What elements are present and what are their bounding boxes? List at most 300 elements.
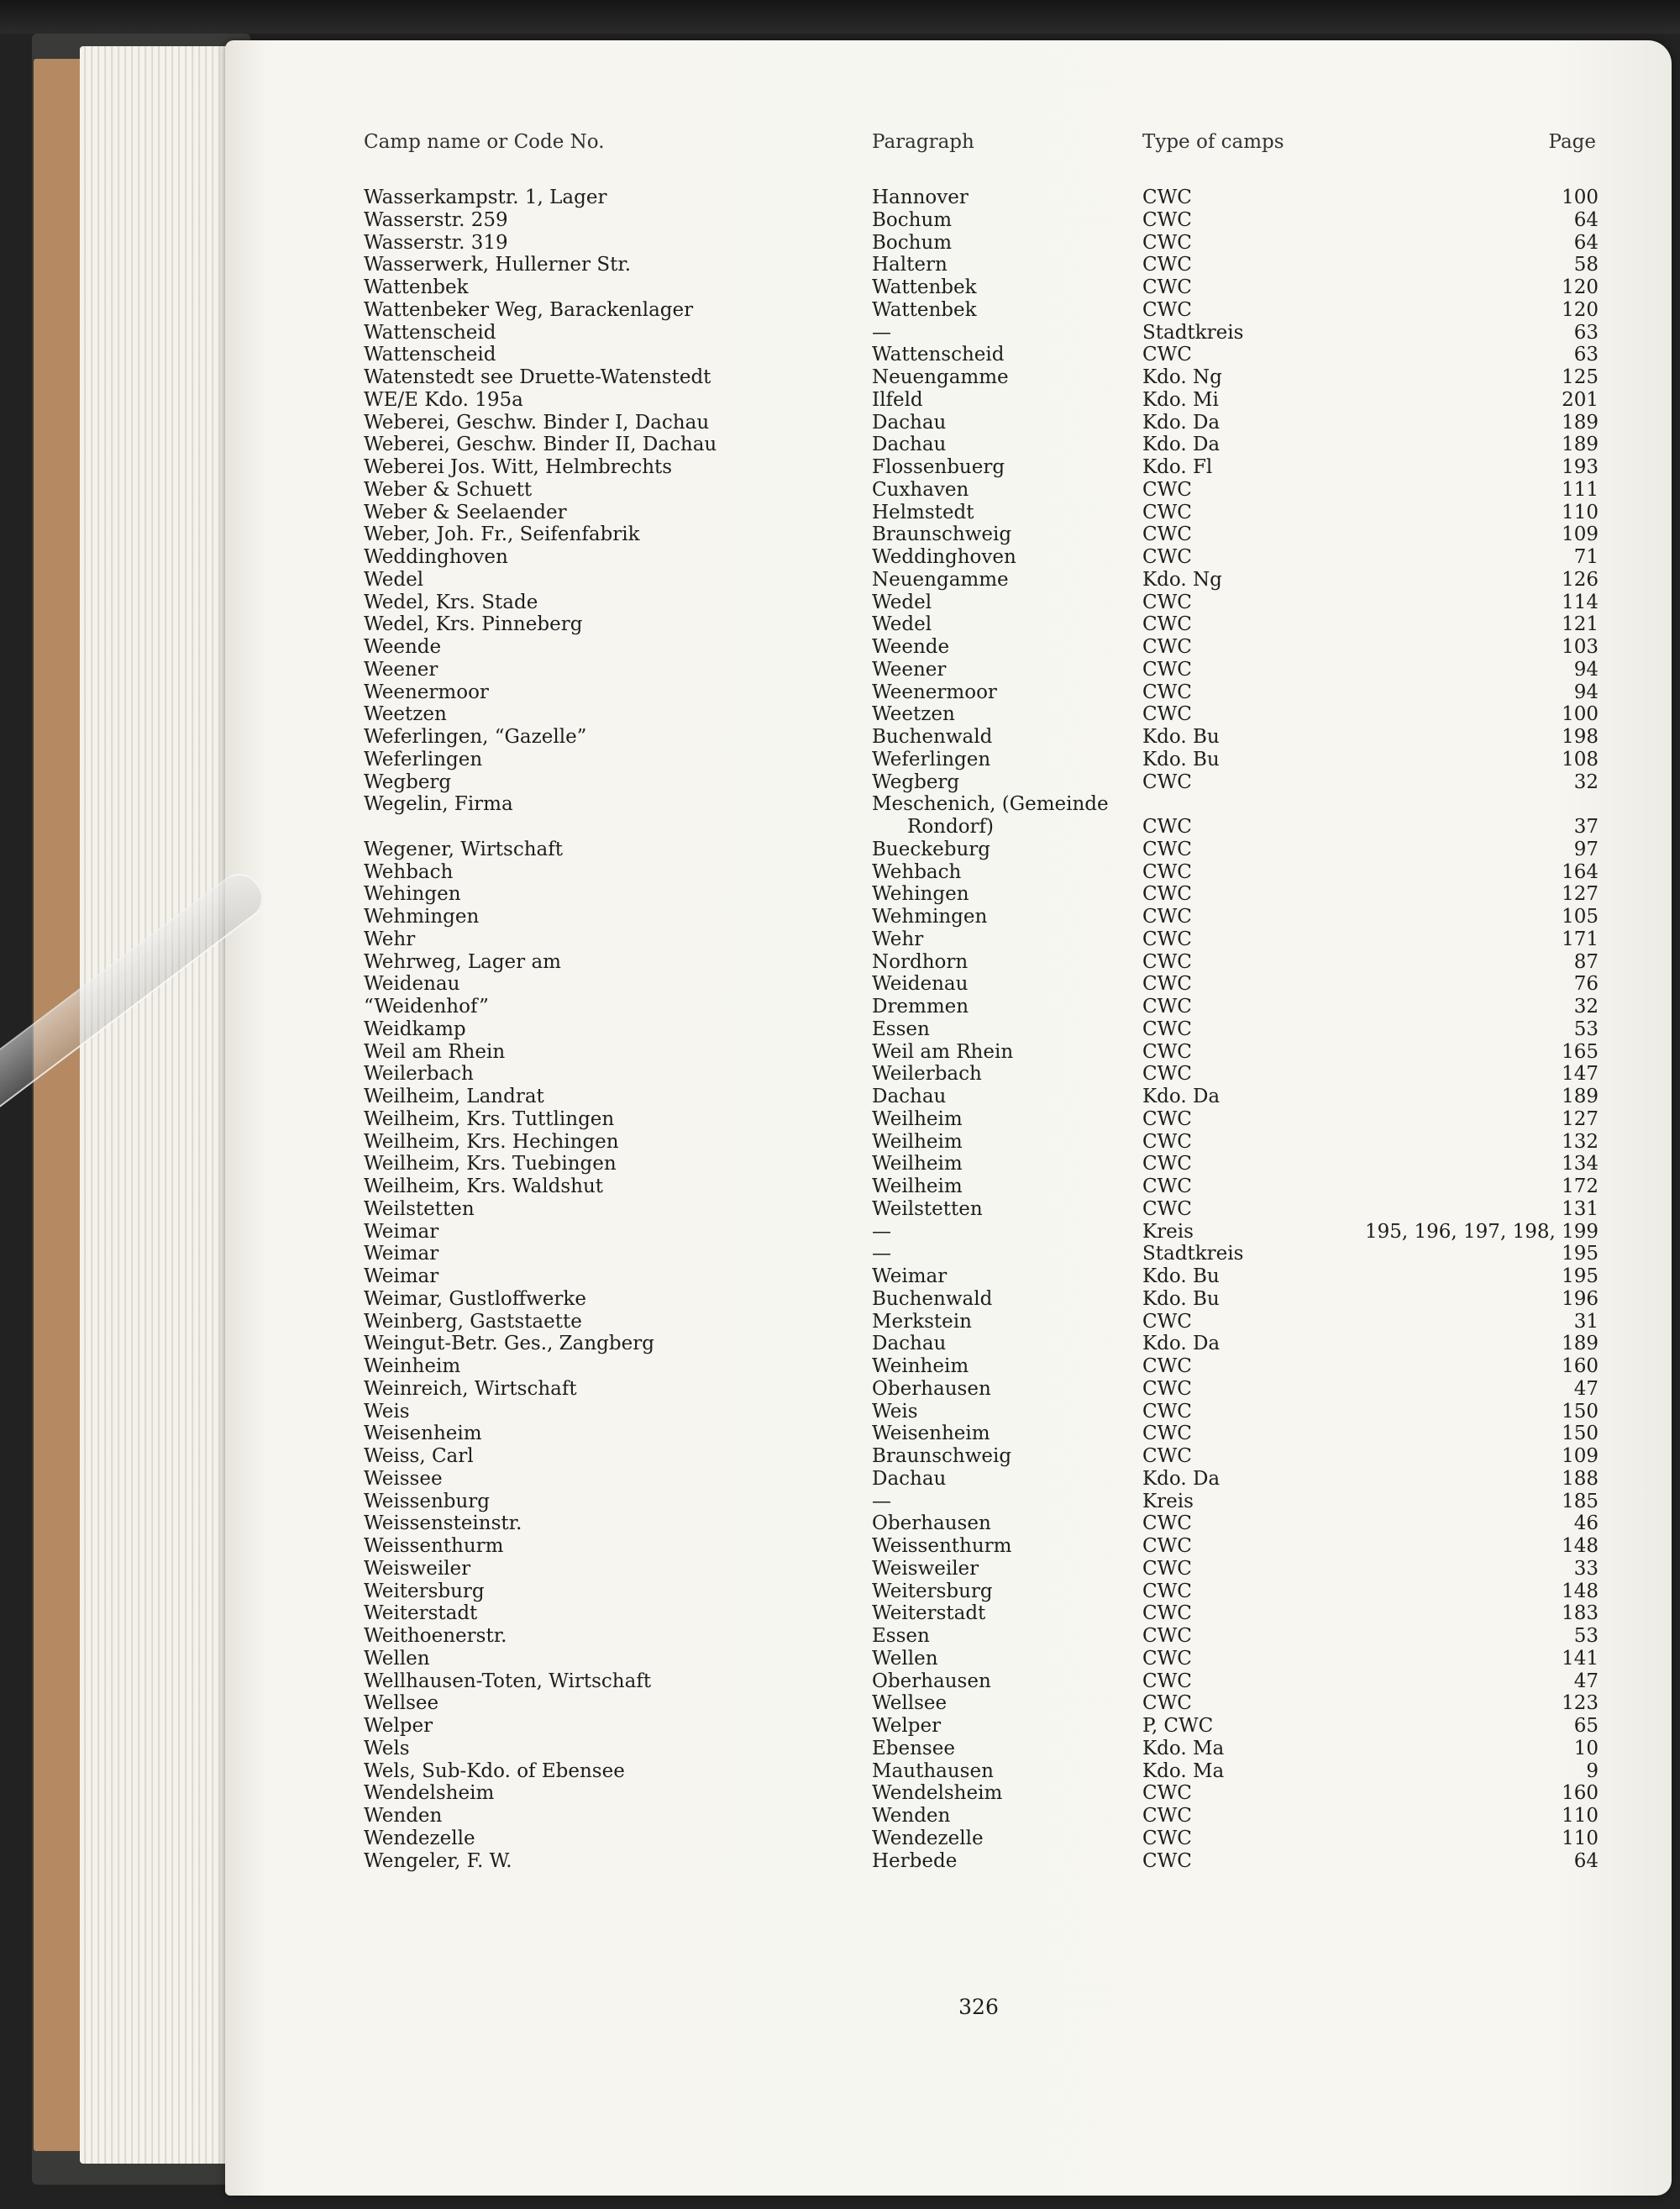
paragraph-text: Merkstein [872, 1310, 972, 1333]
table-row [364, 1198, 1599, 1221]
page-cell: 160 [1562, 1782, 1599, 1805]
paragraph-cell [872, 906, 987, 928]
paragraph-text: Weinheim [872, 1355, 969, 1377]
camp-type-cell: CWC [1142, 906, 1192, 928]
paragraph-text: Weddinghoven [872, 546, 1016, 568]
camp-type-cell: P, CWC [1142, 1715, 1214, 1737]
page-cell: 64 [1573, 1849, 1599, 1872]
page-cell: 58 [1573, 254, 1599, 276]
camp-type-cell: Kdo. Da [1142, 1086, 1221, 1107]
paragraph-cell [872, 1602, 985, 1625]
index-table [364, 187, 1599, 1872]
page-cell: 195 [1562, 1265, 1599, 1287]
paragraph-text: Wehr [872, 928, 924, 950]
page-cell: 110 [1562, 501, 1599, 523]
camp-name-cell: Weinheim [364, 1355, 461, 1377]
paragraph-cell [872, 1221, 891, 1244]
table-row [364, 344, 1599, 366]
table-row [364, 1491, 1599, 1513]
paragraph-text: Wehingen [872, 883, 969, 906]
camp-name-cell: Weberei, Geschw. Binder II, Dachau [364, 434, 717, 456]
paragraph-text: Weisenheim [872, 1423, 990, 1445]
camp-type-cell: CWC [1142, 231, 1192, 254]
page-cell: 87 [1573, 950, 1599, 973]
table-row [364, 299, 1599, 322]
table-row [364, 1558, 1599, 1580]
page-cell: 94 [1573, 658, 1599, 681]
page-cell: 114 [1562, 591, 1599, 613]
page-cell: 125 [1562, 366, 1599, 388]
page-cell: 148 [1562, 1535, 1599, 1557]
table-row [364, 1512, 1599, 1535]
paragraph-text: Oberhausen [872, 1670, 991, 1692]
paragraph-text-continued: Rondorf) [907, 816, 995, 838]
camp-name-cell: Weithoenerstr. [364, 1625, 507, 1647]
table-row [364, 1805, 1599, 1828]
camp-type-cell: CWC [1142, 1557, 1192, 1580]
table-row [364, 276, 1599, 299]
paragraph-cell [872, 1041, 1013, 1064]
camp-name-cell: Weenermoor [364, 681, 489, 703]
camp-name-cell: Wegener, Wirtschaft [364, 838, 564, 860]
camp-type-cell: Kdo. Da [1142, 1333, 1221, 1355]
header-type: Type of camps [1142, 131, 1284, 153]
paragraph-cell [872, 479, 969, 502]
camp-type-cell: CWC [1142, 208, 1192, 231]
table-row [364, 592, 1599, 614]
page-cell: 147 [1562, 1063, 1599, 1086]
camp-name-cell: Wels, Sub-Kdo. of Ebensee [364, 1759, 625, 1782]
camp-type-cell: CWC [1142, 1827, 1192, 1849]
page-cell: 110 [1562, 1827, 1599, 1849]
page-cell: 63 [1573, 344, 1599, 366]
camp-name-cell: Wasserkampstr. 1, Lager [364, 187, 607, 208]
paragraph-text: Cuxhaven [872, 478, 969, 501]
paragraph-cell [872, 1445, 1011, 1468]
camp-type-cell: Kdo. Ma [1142, 1737, 1225, 1759]
paragraph-text: Dachau [872, 1333, 947, 1355]
paragraph-cell [872, 839, 990, 861]
camp-type-cell: Kdo. Bu [1142, 748, 1220, 771]
camp-type-cell: CWC [1142, 1445, 1192, 1467]
camp-type-cell: CWC [1142, 973, 1192, 996]
camp-name-cell: Weilstetten [364, 1197, 475, 1220]
camp-name-cell: Weilheim, Krs. Tuebingen [364, 1153, 617, 1176]
page-cell: 195, 196, 197, 198, 199 [1365, 1220, 1599, 1243]
camp-name-cell: Wasserwerk, Hullerner Str. [364, 254, 632, 276]
camp-type-cell: Kdo. Fl [1142, 456, 1213, 478]
camp-type-cell: CWC [1142, 546, 1192, 568]
paragraph-cell [872, 322, 891, 344]
paragraph-text: Dremmen [872, 996, 969, 1018]
paragraph-text: Dachau [872, 1086, 947, 1107]
paragraph-text: Bochum [872, 208, 953, 231]
camp-name-cell: Wedel [364, 568, 424, 591]
paragraph-text: Weissenthurm [872, 1535, 1012, 1557]
paragraph-text: Dachau [872, 1467, 947, 1490]
camp-name-cell: Weilheim, Krs. Waldshut [364, 1176, 604, 1197]
paragraph-text: Ebensee [872, 1737, 955, 1759]
camp-type-cell: CWC [1142, 501, 1192, 523]
table-row [364, 322, 1599, 344]
page-cell: 150 [1562, 1423, 1599, 1445]
paragraph-cell [872, 1355, 969, 1378]
table-row [364, 1018, 1599, 1041]
paragraph-cell [872, 1243, 891, 1265]
paragraph-text: Wenden [872, 1805, 951, 1827]
camp-name-cell: Weis [364, 1400, 410, 1423]
paragraph-cell [872, 1288, 992, 1311]
table-row [364, 1333, 1599, 1355]
paragraph-cell [872, 1625, 930, 1648]
table-row [364, 703, 1599, 726]
paragraph-text: Weferlingen [872, 748, 991, 771]
page-cell: 108 [1562, 748, 1599, 771]
paragraph-text: Wattenscheid [872, 344, 1005, 366]
table-row [364, 1692, 1599, 1715]
paragraph-text: Neuengamme [872, 366, 1009, 388]
page-cell: 109 [1562, 1445, 1599, 1467]
paragraph-cell [872, 1692, 947, 1715]
table-row [364, 1086, 1599, 1108]
page-cell: 171 [1562, 928, 1599, 950]
camp-name-cell: Wellsee [364, 1692, 439, 1715]
page-cell: 100 [1562, 187, 1599, 208]
paragraph-cell [872, 996, 969, 1018]
paragraph-text: Wellen [872, 1647, 938, 1670]
table-row [364, 771, 1599, 794]
camp-name-cell: Wattenscheid [364, 321, 496, 344]
table-row [364, 479, 1599, 502]
paragraph-cell [872, 1782, 1002, 1805]
camp-type-cell: Stadtkreis [1142, 1243, 1244, 1265]
page-cell: 196 [1562, 1287, 1599, 1310]
page-cell: 189 [1562, 411, 1599, 434]
table-row [364, 1670, 1599, 1693]
camp-type-cell: CWC [1142, 658, 1192, 681]
page-cell: 193 [1562, 456, 1599, 478]
page-cell: 127 [1562, 1107, 1599, 1130]
camp-name-cell: Weissenburg [364, 1490, 491, 1512]
paragraph-cell [872, 569, 1009, 592]
camp-name-cell: Weinreich, Wirtschaft [364, 1377, 577, 1400]
page-cell: 134 [1562, 1153, 1599, 1176]
camp-type-cell: Kdo. Ng [1142, 366, 1222, 388]
camp-name-cell: Weferlingen [364, 748, 483, 771]
camp-type-cell: CWC [1142, 1197, 1192, 1220]
camp-name-cell: Weddinghoven [364, 546, 508, 568]
page-cell: 97 [1573, 838, 1599, 860]
paragraph-text: Weitersburg [872, 1580, 993, 1602]
page-cell: 183 [1562, 1602, 1599, 1625]
camp-name-cell: Wehrweg, Lager am [364, 950, 561, 973]
table-row [364, 1715, 1599, 1738]
paragraph-text: Wehbach [872, 860, 962, 883]
table-row [364, 973, 1599, 996]
page-cell: 32 [1573, 996, 1599, 1018]
table-row [364, 209, 1599, 232]
camp-name-cell: Weetzen [364, 703, 447, 726]
page-cell: 53 [1573, 1625, 1599, 1647]
camp-type-cell: Kdo. Ma [1142, 1759, 1225, 1782]
camp-type-cell: CWC [1142, 860, 1192, 883]
camp-type-cell: CWC [1142, 1647, 1192, 1670]
camp-name-cell: Weber & Seelaender [364, 501, 567, 523]
camp-type-cell: CWC [1142, 1063, 1192, 1086]
camp-name-cell: Weilheim, Krs. Hechingen [364, 1130, 619, 1153]
camp-type-cell: CWC [1142, 1176, 1192, 1197]
camp-name-cell: Weilheim, Krs. Tuttlingen [364, 1107, 615, 1130]
camp-name-cell: Weisweiler [364, 1557, 471, 1580]
camp-name-cell: Weimar [364, 1243, 439, 1265]
paragraph-cell [872, 366, 1009, 389]
camp-name-cell: Weferlingen, “Gazelle” [364, 726, 587, 748]
page-cell: 33 [1573, 1557, 1599, 1580]
paragraph-text: Weetzen [872, 703, 955, 726]
paragraph-cell [872, 232, 952, 255]
camp-name-cell: Weisenheim [364, 1423, 482, 1445]
table-row [364, 412, 1599, 434]
page-cell: 46 [1573, 1512, 1599, 1535]
paragraph-cell [872, 344, 1004, 366]
table-row [364, 636, 1599, 659]
camp-type-cell: CWC [1142, 1400, 1192, 1423]
paragraph-cell [872, 1333, 946, 1355]
paragraph-text: Weilstetten [872, 1197, 983, 1220]
camp-type-cell: Kdo. Bu [1142, 726, 1220, 748]
paragraph-cell [872, 1153, 963, 1176]
camp-type-cell: Kdo. Ng [1142, 568, 1222, 591]
paragraph-text: Wendezelle [872, 1827, 984, 1849]
page-cell: 71 [1573, 546, 1599, 568]
camp-name-cell: Wattenbek [364, 276, 469, 298]
page-cell: 201 [1562, 388, 1599, 411]
table-row [364, 951, 1599, 974]
table-row [364, 187, 1599, 209]
camp-name-cell: Watenstedt see Druette-Watenstedt [364, 366, 711, 388]
camp-name-cell: Wehbach [364, 860, 454, 883]
camp-type-cell: CWC [1142, 681, 1192, 703]
paragraph-text: Braunschweig [872, 523, 1012, 546]
table-row [364, 232, 1599, 255]
camp-type-cell: CWC [1142, 1580, 1192, 1602]
camp-type-cell: CWC [1142, 636, 1192, 658]
paragraph-cell [872, 1491, 891, 1513]
table-row [364, 1468, 1599, 1491]
paragraph-text: — [872, 321, 891, 344]
paragraph-cell [872, 412, 946, 434]
paragraph-text: Wendelsheim [872, 1782, 1003, 1805]
paragraph-text: Weis [872, 1400, 918, 1423]
paragraph-text: Neuengamme [872, 568, 1009, 591]
camp-type-cell: CWC [1142, 1107, 1192, 1130]
camp-name-cell: Weissee [364, 1467, 443, 1490]
camp-name-cell: Weilheim, Landrat [364, 1086, 544, 1107]
camp-type-cell: CWC [1142, 1625, 1192, 1647]
table-row [364, 366, 1599, 389]
page-cell: 172 [1562, 1176, 1599, 1197]
table-row [364, 613, 1599, 636]
table-row [364, 1063, 1599, 1086]
paragraph-cell [872, 434, 946, 456]
camp-name-cell: Wendelsheim [364, 1782, 495, 1805]
paragraph-cell [872, 1512, 991, 1535]
camp-type-cell: CWC [1142, 1377, 1192, 1400]
table-row [364, 546, 1599, 569]
paragraph-cell [872, 928, 923, 951]
page-cell: 121 [1562, 613, 1599, 636]
paragraph-text: Weilerbach [872, 1063, 982, 1086]
paragraph-text: Mauthausen [872, 1759, 994, 1782]
camp-name-cell: Weinberg, Gaststaette [364, 1310, 582, 1333]
paragraph-text: Weenermoor [872, 681, 997, 703]
page-cell: 105 [1562, 906, 1599, 928]
camp-type-cell: CWC [1142, 816, 1192, 838]
camp-type-cell: CWC [1142, 478, 1192, 501]
paragraph-text: Dachau [872, 434, 947, 456]
paragraph-cell [872, 1198, 983, 1221]
camp-name-cell: Weber & Schuett [364, 478, 533, 501]
table-row [364, 1288, 1599, 1311]
table-row [364, 1625, 1599, 1648]
paragraph-cell [872, 1805, 950, 1828]
camp-name-cell: Wendezelle [364, 1827, 475, 1849]
table-row [364, 254, 1599, 276]
table-row [364, 749, 1599, 771]
paragraph-cell [872, 1850, 957, 1873]
paragraph-text: Weilheim [872, 1107, 963, 1130]
paragraph-text: Nordhorn [872, 950, 969, 973]
paragraph-text: Oberhausen [872, 1512, 991, 1535]
camp-type-cell: Kdo. Bu [1142, 1265, 1220, 1287]
camp-name-cell: Wellen [364, 1647, 430, 1670]
page-cell: 65 [1573, 1715, 1599, 1737]
camp-type-cell: CWC [1142, 187, 1192, 208]
paragraph-text: Wattenbek [872, 276, 977, 298]
camp-name-cell: Weende [364, 636, 442, 658]
page-edges [80, 46, 248, 2164]
camp-type-cell: CWC [1142, 298, 1192, 321]
camp-type-cell: Kdo. Da [1142, 1467, 1221, 1490]
camp-name-cell: Weimar [364, 1220, 439, 1243]
table-row [364, 502, 1599, 524]
paragraph-cell [872, 1131, 963, 1154]
table-row [364, 1108, 1599, 1131]
header-camp-name: Camp name or Code No. [364, 131, 605, 153]
page-cell: 109 [1562, 523, 1599, 546]
table-row [364, 1738, 1599, 1760]
paragraph-text: Hannover [872, 187, 969, 208]
camp-name-cell: Wasserstr. 259 [364, 208, 508, 231]
paragraph-text: Buchenwald [872, 1287, 993, 1310]
camp-name-cell: Wels [364, 1737, 410, 1759]
paragraph-cell [872, 592, 932, 614]
table-row [364, 659, 1599, 681]
camp-name-cell: Wegberg [364, 771, 452, 793]
paragraph-cell [872, 523, 1011, 546]
camp-name-cell: Weidkamp [364, 1018, 466, 1040]
page-cell: 31 [1573, 1310, 1599, 1333]
camp-name-cell: Wenden [364, 1805, 443, 1827]
camp-type-cell: Kreis [1142, 1490, 1194, 1512]
table-row [364, 456, 1599, 479]
table-row [364, 389, 1599, 412]
camp-type-cell: Kdo. Da [1142, 411, 1221, 434]
camp-type-cell: CWC [1142, 703, 1192, 726]
table-row [364, 1580, 1599, 1603]
table-row [364, 928, 1599, 951]
table-row [364, 1041, 1599, 1064]
table-row [364, 1311, 1599, 1333]
camp-name-cell: Weberei Jos. Witt, Helmbrechts [364, 456, 673, 478]
page-cell: 94 [1573, 681, 1599, 703]
paragraph-text: Weil am Rhein [872, 1040, 1014, 1063]
page-cell: 165 [1562, 1040, 1599, 1063]
paragraph-cell [872, 254, 948, 276]
paragraph-text: Wedel [872, 591, 932, 613]
paragraph-cell [872, 613, 932, 636]
paragraph-cell [872, 209, 952, 232]
paragraph-cell [872, 1401, 918, 1423]
paragraph-text: — [872, 1220, 891, 1243]
paragraph-text: Weener [872, 658, 947, 681]
camp-type-cell: Kdo. Mi [1142, 388, 1219, 411]
page-cell: 37 [1573, 816, 1599, 838]
table-row [364, 523, 1599, 546]
table-row [364, 1782, 1599, 1805]
page-cell: 47 [1573, 1670, 1599, 1692]
camp-name-cell: Wattenbeker Weg, Barackenlager [364, 298, 694, 321]
paragraph-text: Wattenbek [872, 298, 977, 321]
paragraph-text: Herbede [872, 1849, 958, 1872]
camp-name-cell: Wattenscheid [364, 344, 496, 366]
camp-type-cell: CWC [1142, 771, 1192, 793]
page-cell: 198 [1562, 726, 1599, 748]
paragraph-cell [872, 1176, 963, 1198]
camp-name-cell: Weener [364, 658, 438, 681]
camp-name-cell: Weissenthurm [364, 1535, 504, 1557]
paragraph-cell [872, 1378, 991, 1401]
header-paragraph: Paragraph [872, 131, 974, 153]
camp-type-cell: CWC [1142, 1849, 1192, 1872]
camp-type-cell: CWC [1142, 928, 1192, 950]
camp-type-cell: CWC [1142, 883, 1192, 906]
page-cell: 53 [1573, 1018, 1599, 1040]
camp-name-cell: Wedel, Krs. Stade [364, 591, 538, 613]
table-row [364, 1265, 1599, 1288]
camp-type-cell: CWC [1142, 950, 1192, 973]
page-cell: 126 [1562, 568, 1599, 591]
paragraph-text: Weidenau [872, 973, 969, 996]
camp-type-cell: CWC [1142, 1512, 1192, 1535]
paragraph-cell [872, 951, 968, 974]
paragraph-cell [872, 299, 977, 322]
table-row [364, 1602, 1599, 1625]
page-cell: 164 [1562, 860, 1599, 883]
paragraph-cell [872, 659, 946, 681]
table-row [364, 839, 1599, 861]
paragraph-cell [872, 1580, 993, 1603]
camp-name-cell: Wellhausen-Toten, Wirtschaft [364, 1670, 652, 1692]
paragraph-cell [872, 1311, 972, 1333]
table-row [364, 1401, 1599, 1423]
camp-type-cell: CWC [1142, 1310, 1192, 1333]
table-row [364, 1850, 1599, 1873]
table-row [364, 1243, 1599, 1265]
camp-type-cell: CWC [1142, 591, 1192, 613]
paragraph-cell [872, 276, 977, 299]
paragraph-cell [872, 861, 961, 884]
